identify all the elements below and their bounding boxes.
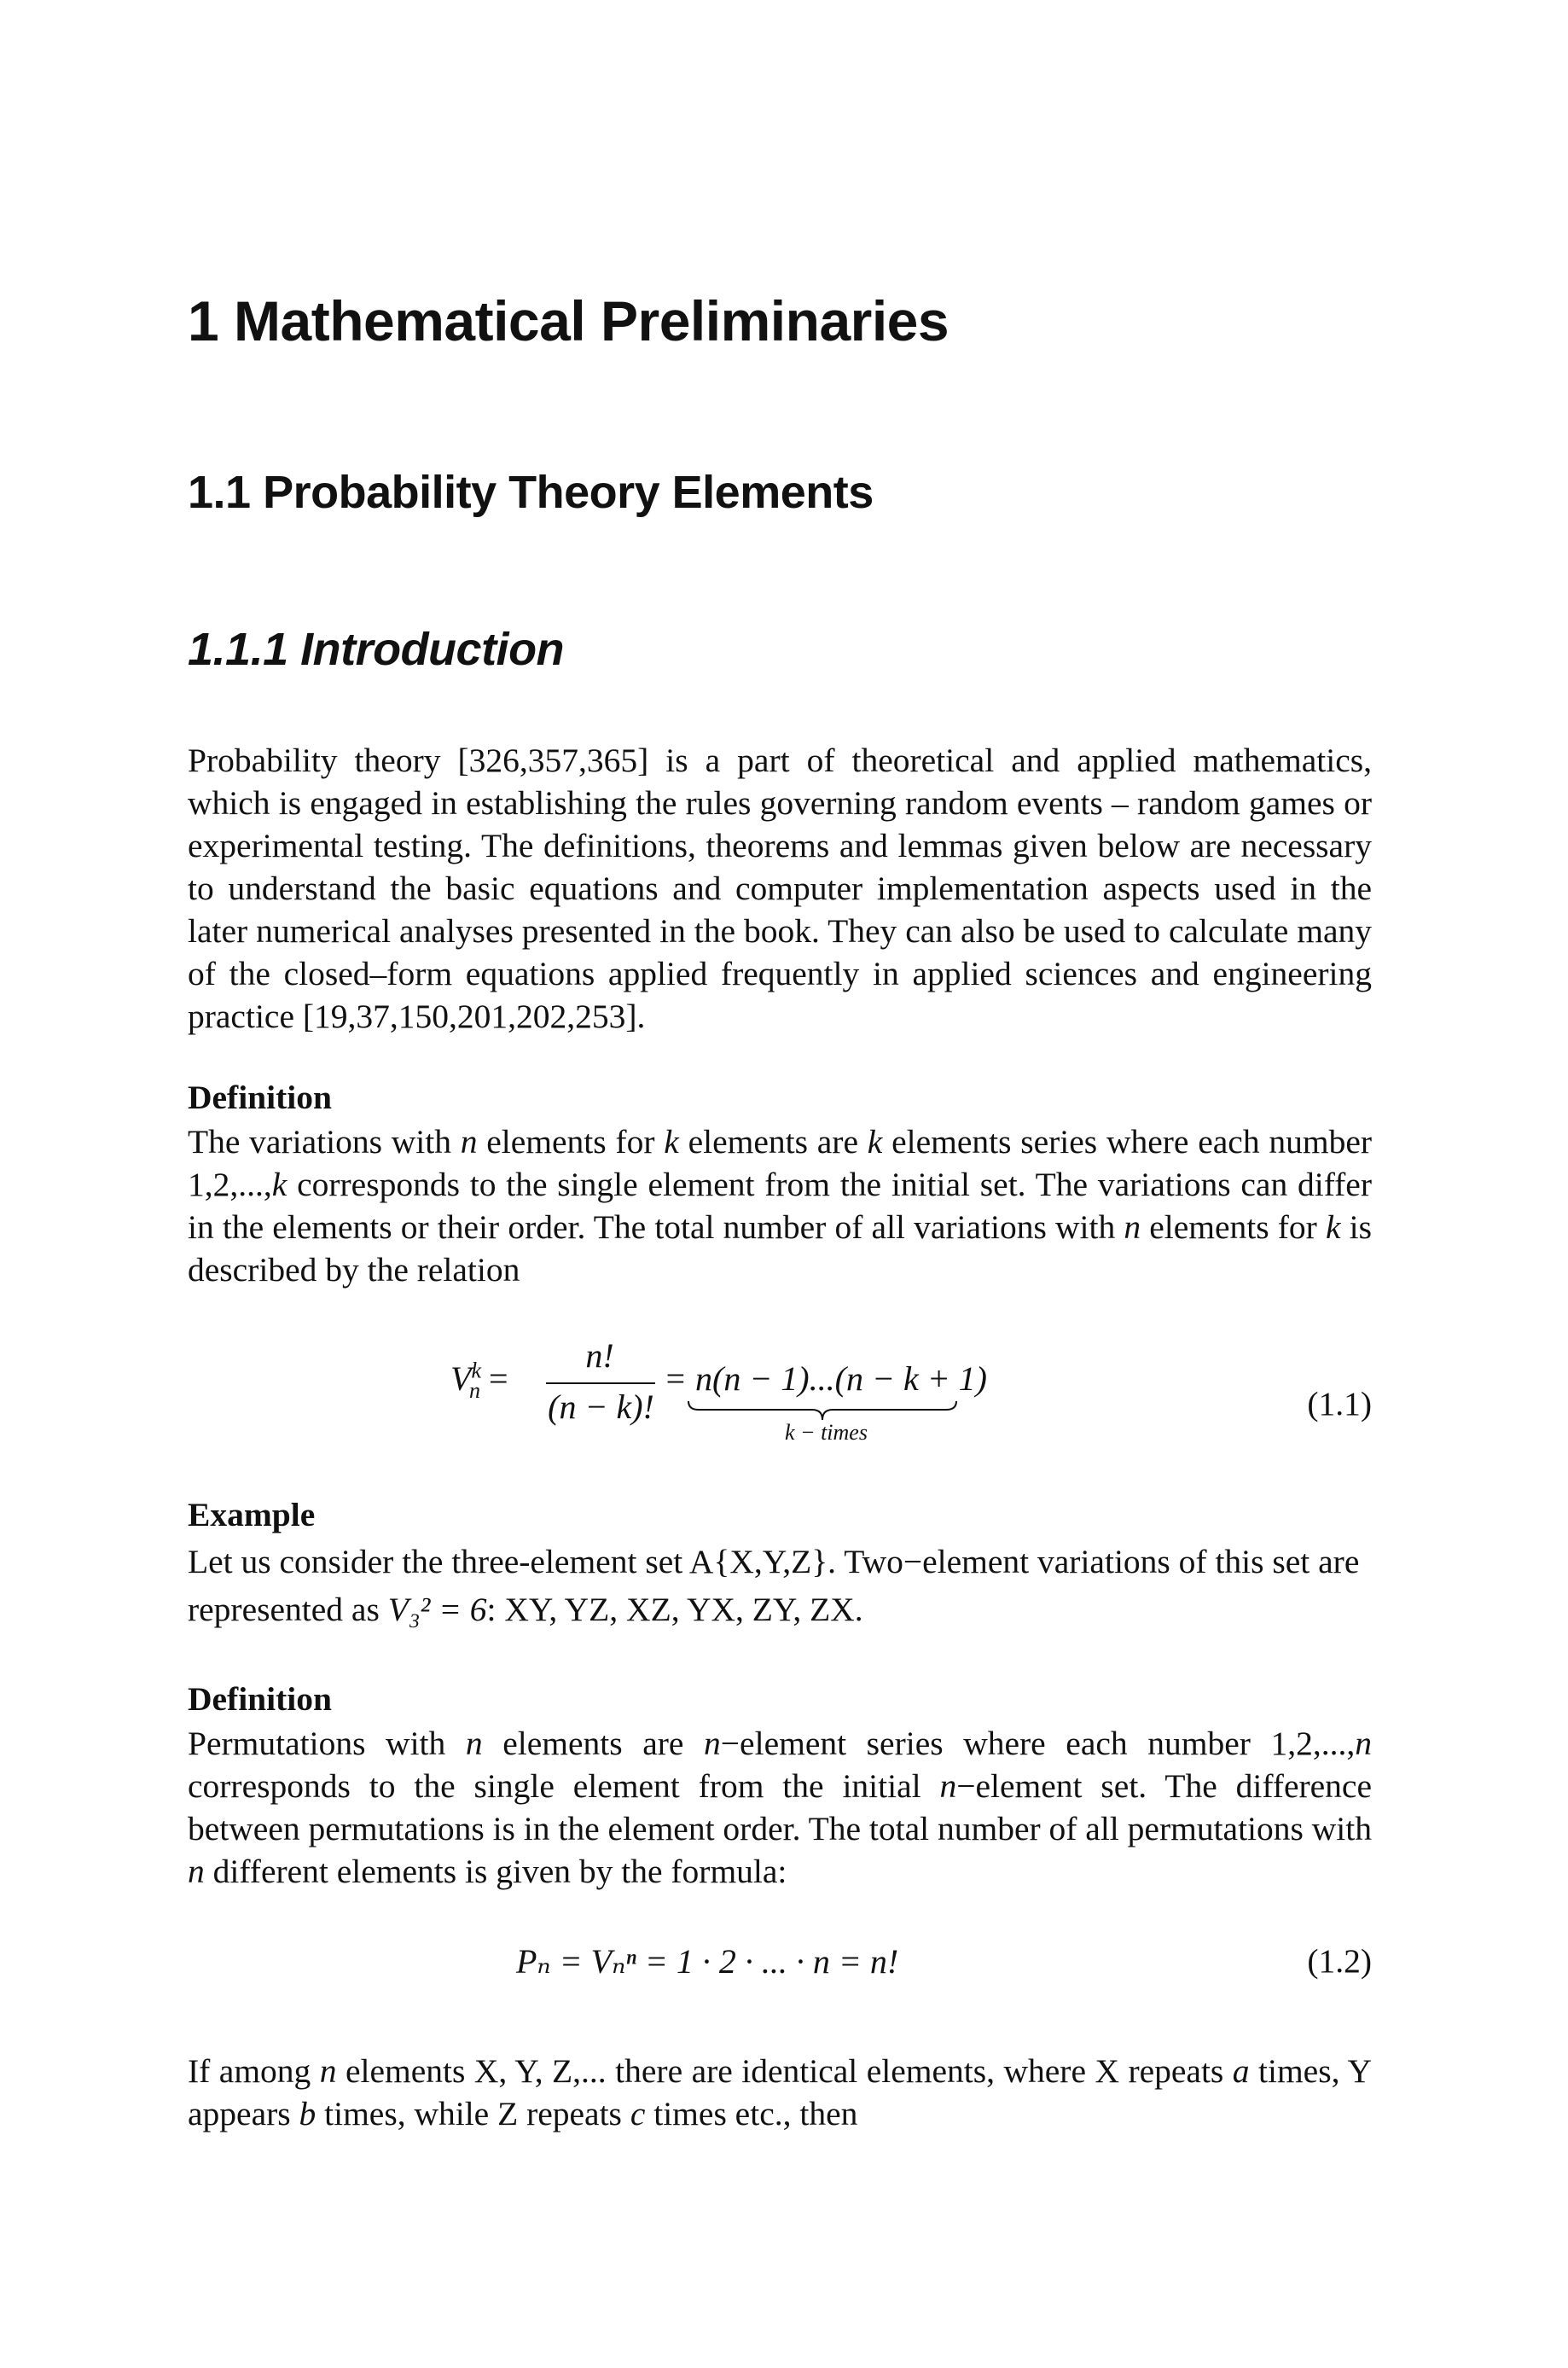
subsection-title: 1.1.1 Introduction	[188, 624, 565, 675]
eq2-number: (1.2)	[1307, 1942, 1372, 1980]
definition-label: Definition	[188, 1079, 332, 1116]
eq2-formula: Pₙ = Vₙⁿ = 1 · 2 · ... · n = n!	[516, 1942, 899, 1981]
eq1-fraction-bar	[546, 1382, 655, 1384]
section-title: 1.1 Probability Theory Elements	[188, 467, 874, 518]
eq1-number: (1.1)	[1307, 1385, 1372, 1423]
example-label: Example	[188, 1496, 316, 1533]
definition-2-paragraph: Permutations with n elements are n−element series where each number 1,2,...,n corresponds to the single element from the initial n−element set. The difference between permutations is in the element order. The total number of all permutations with n different elements is given by the formula:	[188, 1725, 1372, 1890]
definition-paragraph: The variations with n elements for k elements are k elements series where each number 1,2,...,k corresponds to the single element from the initial set. The variations can differ in the elements or their order. The total number of all variations with n elements for k is described by the relation	[188, 1123, 1373, 1289]
eq1-numerator: n!	[585, 1336, 614, 1375]
eq1-rhs: = n(n − 1)...(n − k + 1)	[664, 1359, 988, 1398]
eq1-denominator: (n − k)!	[548, 1388, 654, 1426]
eq1-lhs: $V^k_n$ =	[450, 1358, 508, 1403]
eq1-brace-label: k − times	[785, 1420, 868, 1445]
chapter-title: 1 Mathematical Preliminaries	[188, 289, 950, 352]
closing-paragraph: If among n elements X, Y, Z,... there are identical elements, where X repeats a times, Y appears b times, while Z repeats c times etc., then	[188, 2052, 1372, 2132]
intro-paragraph: Probability theory [326,357,365] is a part of theoretical and applied mathematics, which is engaged in establishing the rules governing random events – random games or experimental testing. The definitions, theorems and lemmas given below are necessary to understand the basic equations and computer implementation aspects used in the later numerical analyses presented in the book. They can also be used to calculate many of the closed–form equations applied frequently in applied sciences and engineering practice [19,37,150,201,202,253].	[188, 742, 1372, 1035]
definition-2-label: Definition	[188, 1680, 332, 1718]
example-paragraph: Let us consider the three-element set A{X,Y,Z}. Two−element variations of this set are represented as V₃² = 6: XY, YZ, XZ, YX, ZY, ZX.	[188, 1543, 1360, 1628]
